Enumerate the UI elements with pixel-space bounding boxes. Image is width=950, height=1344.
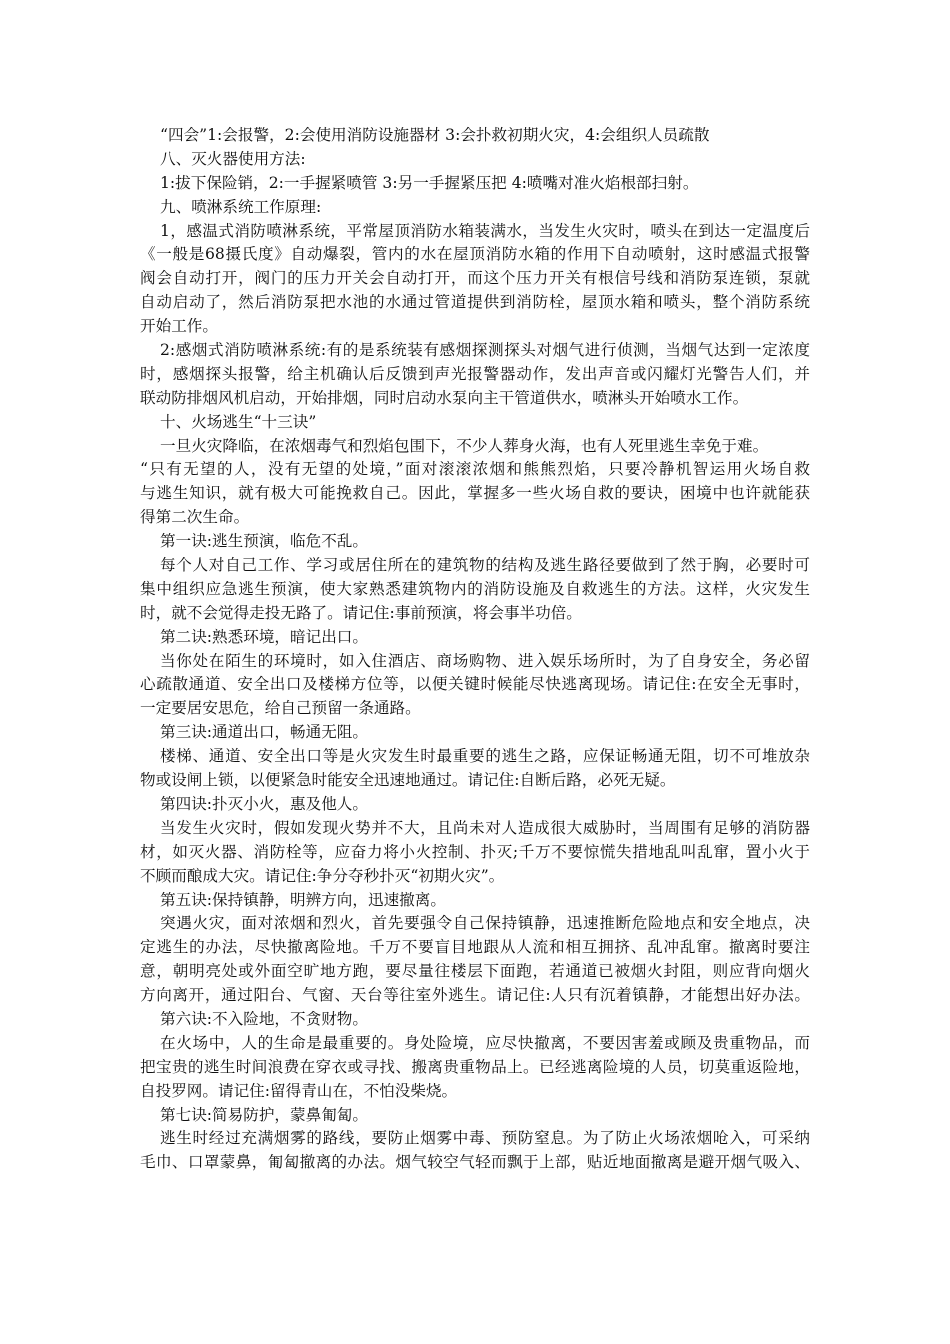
text-line: 方向离开，通过阳台、气窗、天台等往室外逃生。请记住:人只有沉着镇静，才能想出好办法。 xyxy=(140,986,810,1005)
text-line: 一定要居安思危，给自己预留一条通路。 xyxy=(140,699,421,718)
text-line: 毛巾、口罩蒙鼻，匍匐撤离的办法。烟气较空气轻而飘于上部，贴近地面撤离是避开烟气吸入、 xyxy=(140,1153,810,1172)
text-line: 把宝贵的逃生时间浪费在穿衣或寻找、搬离贵重物品上。已经逃离险境的人员，切莫重返险地， xyxy=(140,1057,810,1076)
text-line: 联动防排烟风机启动，开始排烟，同时启动水泵向主干管道供水，喷淋头开始喷水工作。 xyxy=(140,388,749,407)
text-line: 得第二次生命。 xyxy=(140,508,250,527)
text-line: 心疏散通道、安全出口及楼梯方位等，以便关键时候能尽快逃离现场。请记住:在安全无事时， xyxy=(140,675,810,694)
text-line: 九、喷淋系统工作原理: xyxy=(160,197,322,216)
text-line: 1:拔下保险销，2:一手握紧喷管 3:另一手握紧压把 4:喷嘴对准火焰根部扫射。 xyxy=(160,173,699,192)
text-line: 物或设闸上锁，以便紧急时能安全迅速地通过。请记住:自断后路，必死无疑。 xyxy=(140,771,676,790)
text-line: 自投罗网。请记住:留得青山在，不怕没柴烧。 xyxy=(140,1081,458,1100)
text-line: 突遇火灾，面对浓烟和烈火，首先要强令自己保持镇静，迅速推断危险地点和安全地点，决 xyxy=(160,914,810,933)
text-line: 第五诀:保持镇静，明辨方向，迅速撤离。 xyxy=(160,890,446,909)
text-line: 时，感烟探头报警，给主机确认后反馈到声光报警器动作，发出声音或闪耀灯光警告人们，并 xyxy=(140,364,810,383)
text-line: 阀会自动打开，阀门的压力开关会自动打开，而这个压力开关有根信号线和消防泵连锁，泵就 xyxy=(140,269,810,288)
text-line: 第一诀:逃生预演，临危不乱。 xyxy=(160,532,368,551)
text-line: 1，感温式消防喷淋系统，平常屋顶消防水箱装满水，当发生火灾时，喷头在到达一定温度后 xyxy=(160,221,810,240)
text-line: 自动启动了，然后消防泵把水池的水通过管道提供到消防栓，屋顶水箱和喷头，整个消防系统 xyxy=(140,293,810,312)
text-line: 定逃生的办法，尽快撤离险地。千万不要盲目地跟从人流和相互拥挤、乱冲乱窜。撤离时要注 xyxy=(140,938,810,957)
text-line: “只有无望的人，没有无望的处境，”面对滚滚浓烟和熊熊烈焰，只要冷静机智运用火场自救 xyxy=(140,460,810,479)
text-line: 十、火场逃生“十三诀” xyxy=(160,412,317,431)
text-line: 楼梯、通道、安全出口等是火灾发生时最重要的逃生之路，应保证畅通无阻，切不可堆放杂 xyxy=(160,747,810,766)
text-line: 2:感烟式消防喷淋系统:有的是系统装有感烟探测探头对烟气进行侦测，当烟气达到一定浓度 xyxy=(160,341,810,360)
text-line: 第七诀:简易防护，蒙鼻匍匐。 xyxy=(160,1105,368,1124)
text-line: 第四诀:扑灭小火，惠及他人。 xyxy=(160,794,368,813)
text-line: 开始工作。 xyxy=(140,317,218,336)
text-line: 当发生火灾时，假如发现火势并不大，且尚未对人造成很大威胁时，当周围有足够的消防器 xyxy=(160,818,810,837)
text-line: 第三诀:通道出口，畅通无阻。 xyxy=(160,723,368,742)
text-line: “四会”1:会报警，2:会使用消防设施器材 3:会扑救初期火灾，4:会组织人员疏散 xyxy=(160,126,710,144)
text-line: 不顾而酿成大灾。请记住:争分夺秒扑灭“初期火灾”。 xyxy=(140,866,505,885)
text-line: 集中组织应急逃生预演，使大家熟悉建筑物内的消防设施及自救逃生的方法。这样，火灾发生 xyxy=(140,579,810,598)
text-line: 八、灭火器使用方法: xyxy=(160,149,306,168)
text-line: 材，如灭火器、消防栓等，应奋力将小火控制、扑灭;千万不要惊慌失措地乱叫乱窜，置小火于 xyxy=(140,842,810,861)
document-page xyxy=(140,124,810,1175)
text-line: 意，朝明亮处或外面空旷地方跑，要尽量往楼层下面跑，若通道已被烟火封阻，则应背向烟火 xyxy=(140,962,810,981)
text-line: 《一般是68摄氏度》自动爆裂，管内的水在屋顶消防水箱的作用下自动喷射，这时感温式报警 xyxy=(140,245,810,264)
text-line: 每个人对自己工作、学习或居住所在的建筑物的结构及逃生路径要做到了然于胸，必要时可 xyxy=(160,556,810,575)
text-line: 时，就不会觉得走投无路了。请记住:事前预演，将会事半功倍。 xyxy=(140,603,582,622)
text-line: 与逃生知识，就有极大可能挽救自己。因此，掌握多一些火场自救的要诀，困境中也许就能获 xyxy=(140,484,810,503)
text-line: 当你处在陌生的环境时，如入住酒店、商场购物、进入娱乐场所时，为了自身安全，务必留 xyxy=(160,651,810,670)
text-line: 逃生时经过充满烟雾的路线，要防止烟雾中毒、预防窒息。为了防止火场浓烟呛入，可采纳 xyxy=(160,1129,810,1148)
text-line: 在火场中，人的生命是最重要的。身处险境，应尽快撤离，不要因害羞或顾及贵重物品，而 xyxy=(160,1033,810,1052)
text-line: 第六诀:不入险地，不贪财物。 xyxy=(160,1009,368,1028)
text-line: 第二诀:熟悉环境，暗记出口。 xyxy=(160,627,368,646)
text-line: 一旦火灾降临，在浓烟毒气和烈焰包围下，不少人葬身火海，也有人死里逃生幸免于难。 xyxy=(160,436,769,455)
